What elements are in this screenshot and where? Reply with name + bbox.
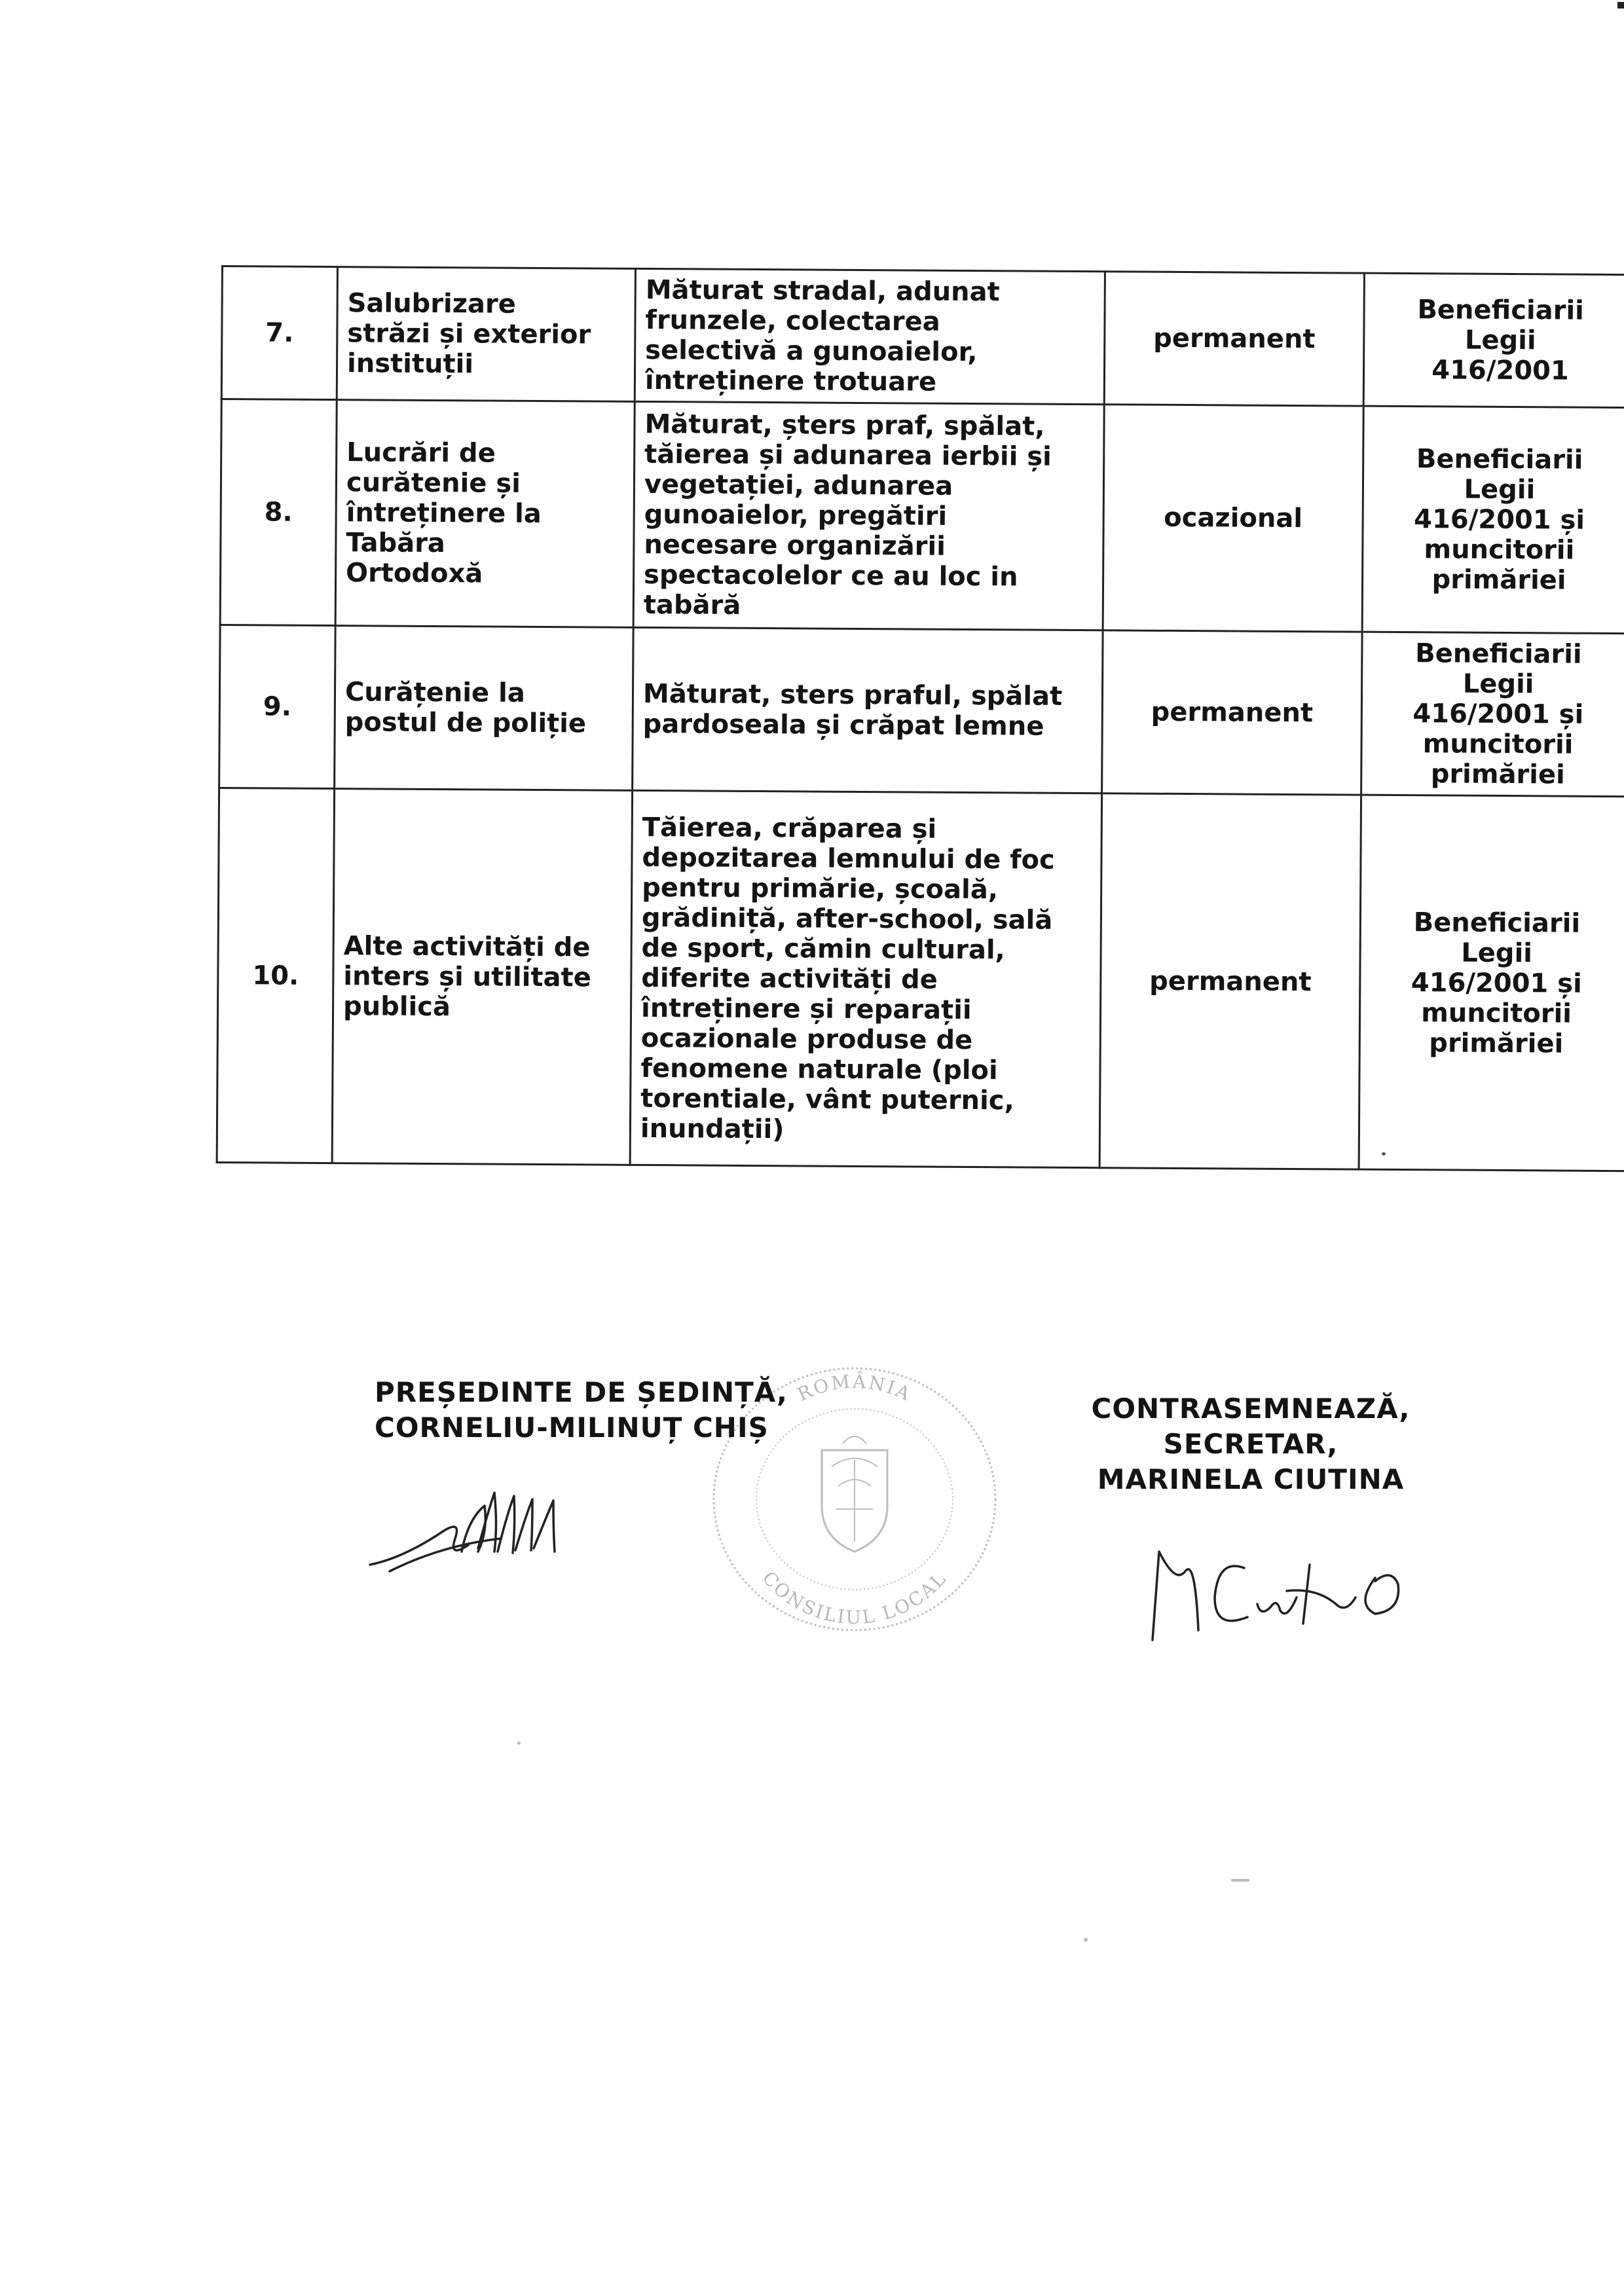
activity-frequency: ocazional <box>1103 405 1363 632</box>
activity-beneficiaries: Beneficiarii Legii 416/2001 și muncitorii primăriei <box>1359 795 1624 1171</box>
activity-beneficiaries: Beneficiarii Legii 416/2001 <box>1363 273 1624 408</box>
activities-table-body <box>217 266 1624 1171</box>
secretary-name: MARINELA CIUTINA <box>1097 1463 1405 1495</box>
stamp-top-text: ROMÂNIA <box>794 1370 915 1406</box>
activity-frequency: permanent <box>1102 630 1363 795</box>
table-row <box>217 788 1624 1171</box>
activity-name: Lucrări de curătenie și întreținere la Tabăra Ortodoxă <box>335 400 635 628</box>
president-signature-block <box>375 1375 964 1446</box>
table-row <box>219 625 1624 796</box>
table-row <box>221 266 1624 408</box>
table-row <box>220 399 1624 634</box>
activity-name: Salubrizare străzi și exterior instituții <box>337 267 635 402</box>
secretary-title: SECRETAR, <box>1163 1428 1338 1460</box>
activity-name: Alte activități de inters și utilitate publică <box>332 789 632 1165</box>
scan-speck <box>1231 1879 1249 1882</box>
president-handwritten-signature-icon <box>363 1467 599 1584</box>
row-number: 10. <box>217 788 334 1163</box>
activities-table <box>216 265 1624 1172</box>
scan-speck <box>517 1741 521 1745</box>
activity-description: Tăierea, crăparea și depozitarea lemnului de foc pentru primărie, școală, grădiniță, after-school, sală de sport, cămin cultural, diferite activități de întreținere și reparații ocazionale produse de fenomene naturale (ploi torentiale, vânt puternic, inundații) <box>630 790 1101 1167</box>
row-number: 7. <box>221 266 337 400</box>
activity-description: Măturat stradal, adunat frunzele, colectarea selectivă a gunoaielor, întreținere trotuare <box>635 268 1105 404</box>
scan-mark <box>1617 2 1624 9</box>
stamp-bottom-text: CONSILIUL LOCAL <box>758 1567 951 1629</box>
activity-description: Măturat, șters praf, spălat, tăierea și adunarea ierbii și vegetației, adunarea gunoaielor, pregătiri necesare organizării spectacolelor ce au loc in tabără <box>633 401 1104 630</box>
activity-description: Măturat, sters praful, spălat pardoseala și crăpat lemne <box>633 627 1103 793</box>
president-role: PREȘEDINTE DE ȘEDINȚĂ, <box>375 1376 788 1408</box>
row-number: 8. <box>220 399 337 626</box>
activity-frequency: permanent <box>1099 793 1361 1169</box>
scan-speck <box>1084 1938 1088 1942</box>
secretary-countersign: CONTRASEMNEAZĂ, <box>1091 1393 1411 1425</box>
row-number: 9. <box>219 625 336 788</box>
activity-name: Curățenie la postul de poliție <box>335 626 634 791</box>
scan-speck <box>1382 1152 1386 1156</box>
secretary-signature-block <box>1041 1391 1460 1497</box>
secretary-handwritten-signature-icon <box>1139 1532 1421 1650</box>
activity-beneficiaries: Beneficiarii Legii 416/2001 și muncitorii primăriei <box>1361 632 1624 797</box>
activity-beneficiaries: Beneficiarii Legii 416/2001 și muncitorii primăriei <box>1362 406 1624 634</box>
activity-frequency: permanent <box>1104 272 1364 406</box>
president-name: CORNELIU-MILINUȚ CHIȘ <box>375 1412 769 1444</box>
